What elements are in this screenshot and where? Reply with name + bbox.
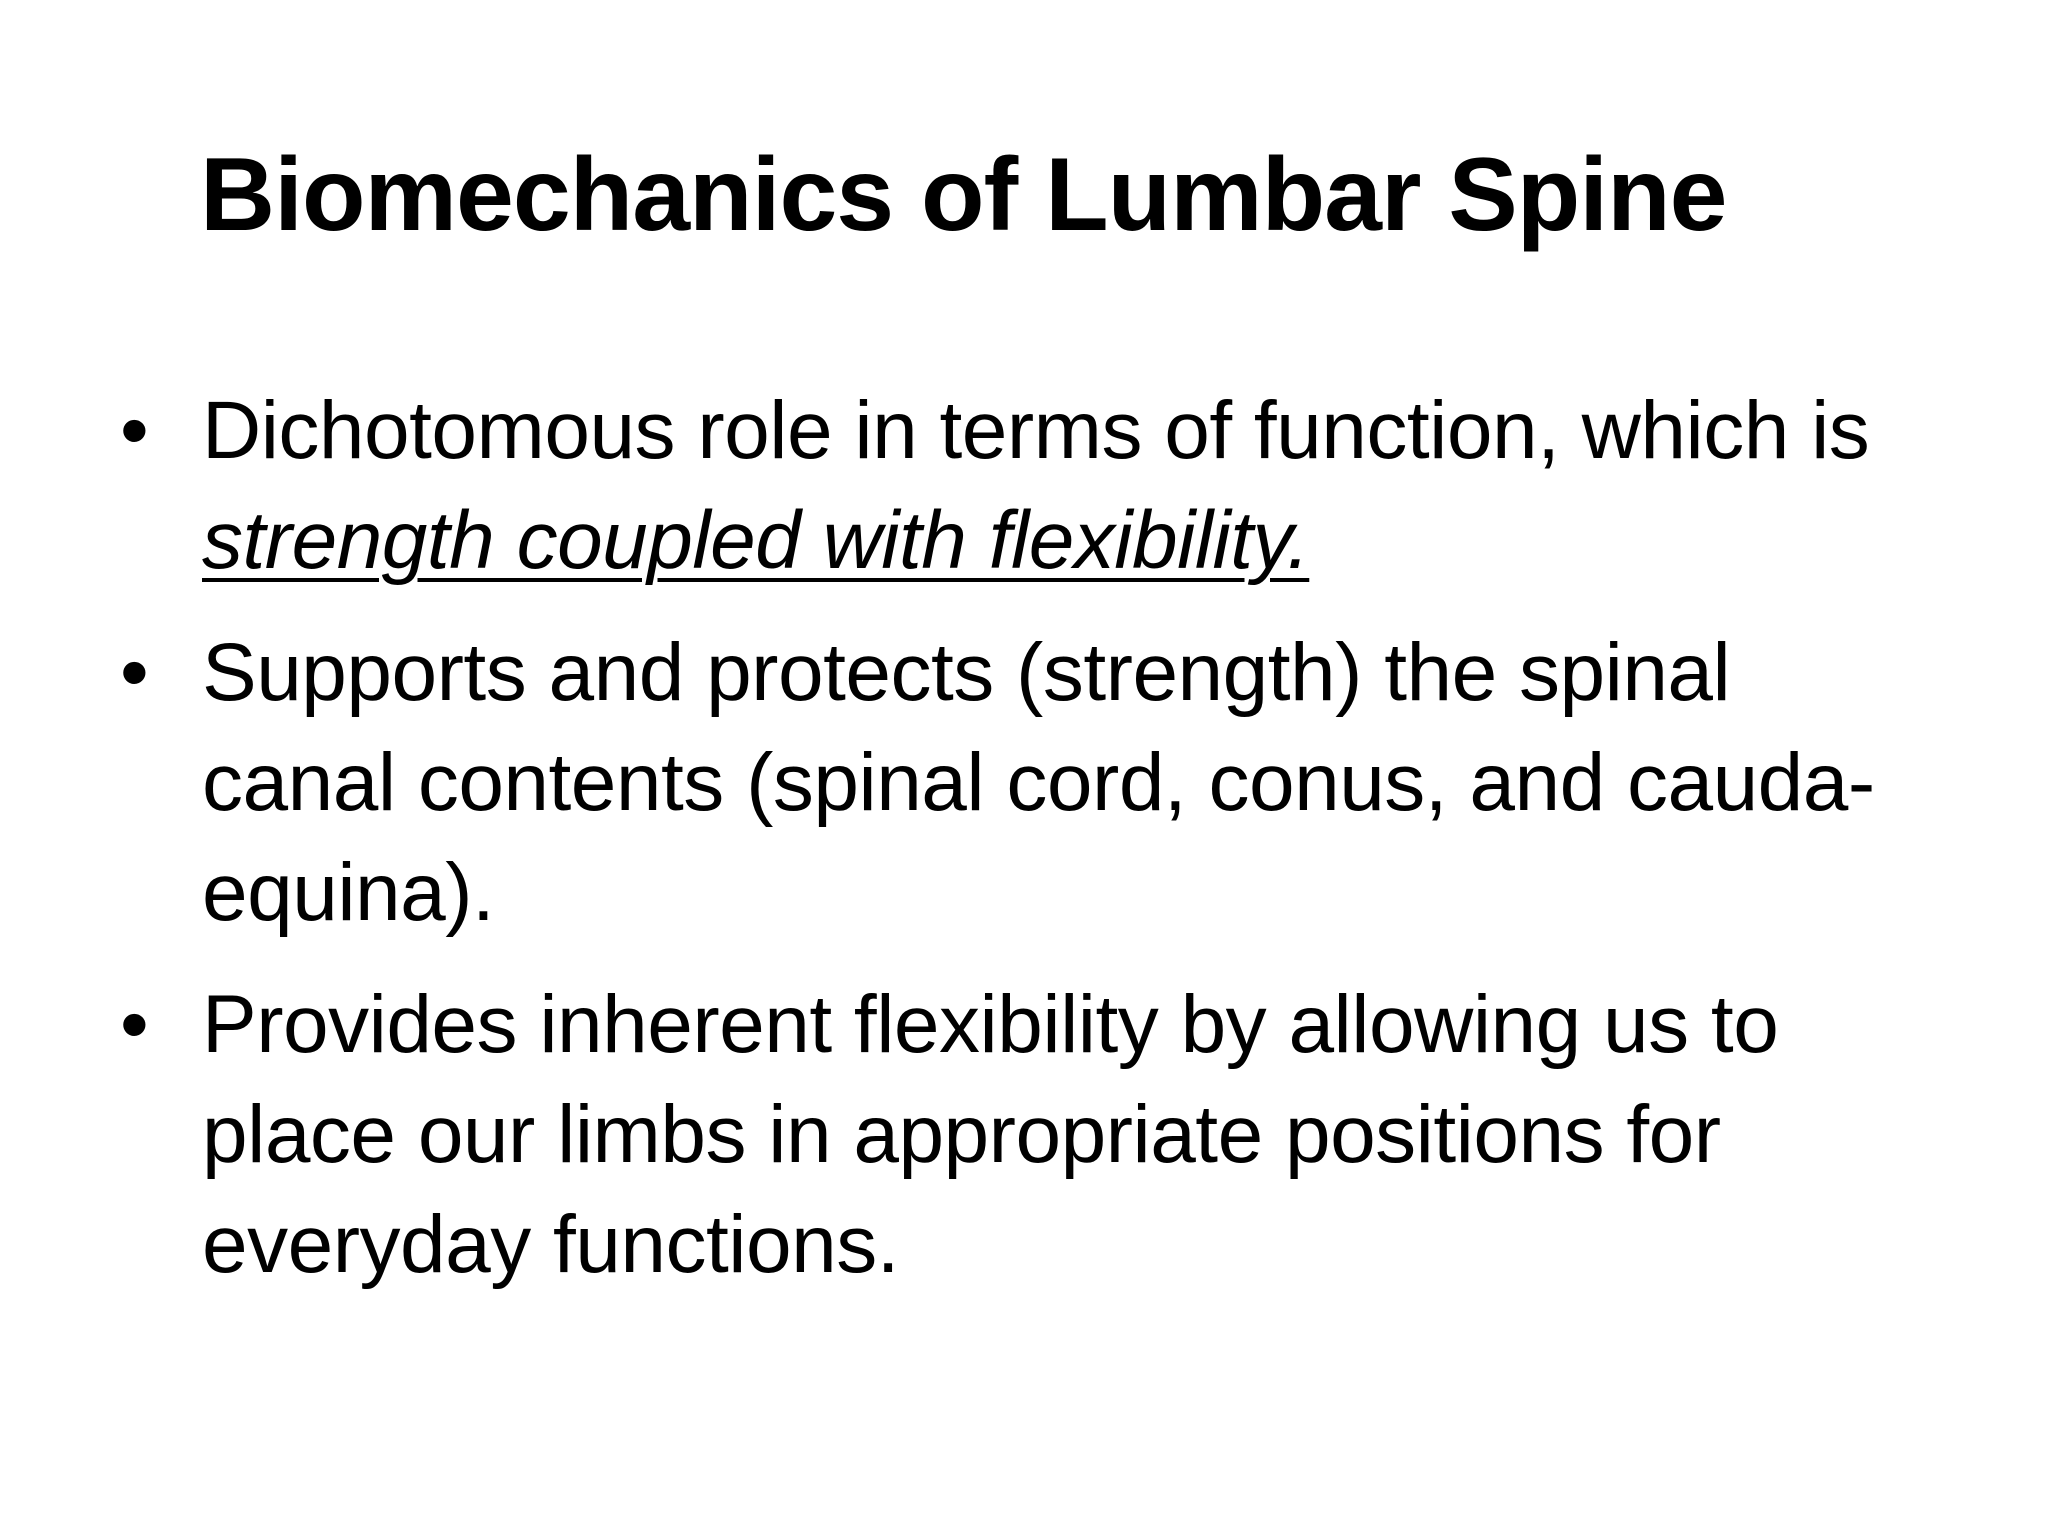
bullet-text: Supports and protects (strength) the spinal canal contents (spinal cord, conus, and cauda-equina). [202, 627, 1875, 938]
bullet-item [120, 970, 1940, 1300]
bullet-list [120, 376, 1940, 1322]
bullet-dot-icon: • [120, 385, 149, 476]
bullet-item [120, 376, 1940, 596]
bullet-text: Provides inherent flexibility by allowing us to place our limbs in appropriate positions for everyday functions. [202, 979, 1779, 1290]
slide-title: Biomechanics of Lumbar Spine [200, 137, 1727, 253]
bullet-dot-icon: • [120, 627, 149, 718]
bullet-emphasis: strength coupled with flexibility. [202, 495, 1310, 586]
bullet-dot-icon: • [120, 979, 149, 1070]
bullet-item [120, 618, 1940, 948]
bullet-text: Dichotomous role in terms of function, which is [202, 385, 1870, 476]
